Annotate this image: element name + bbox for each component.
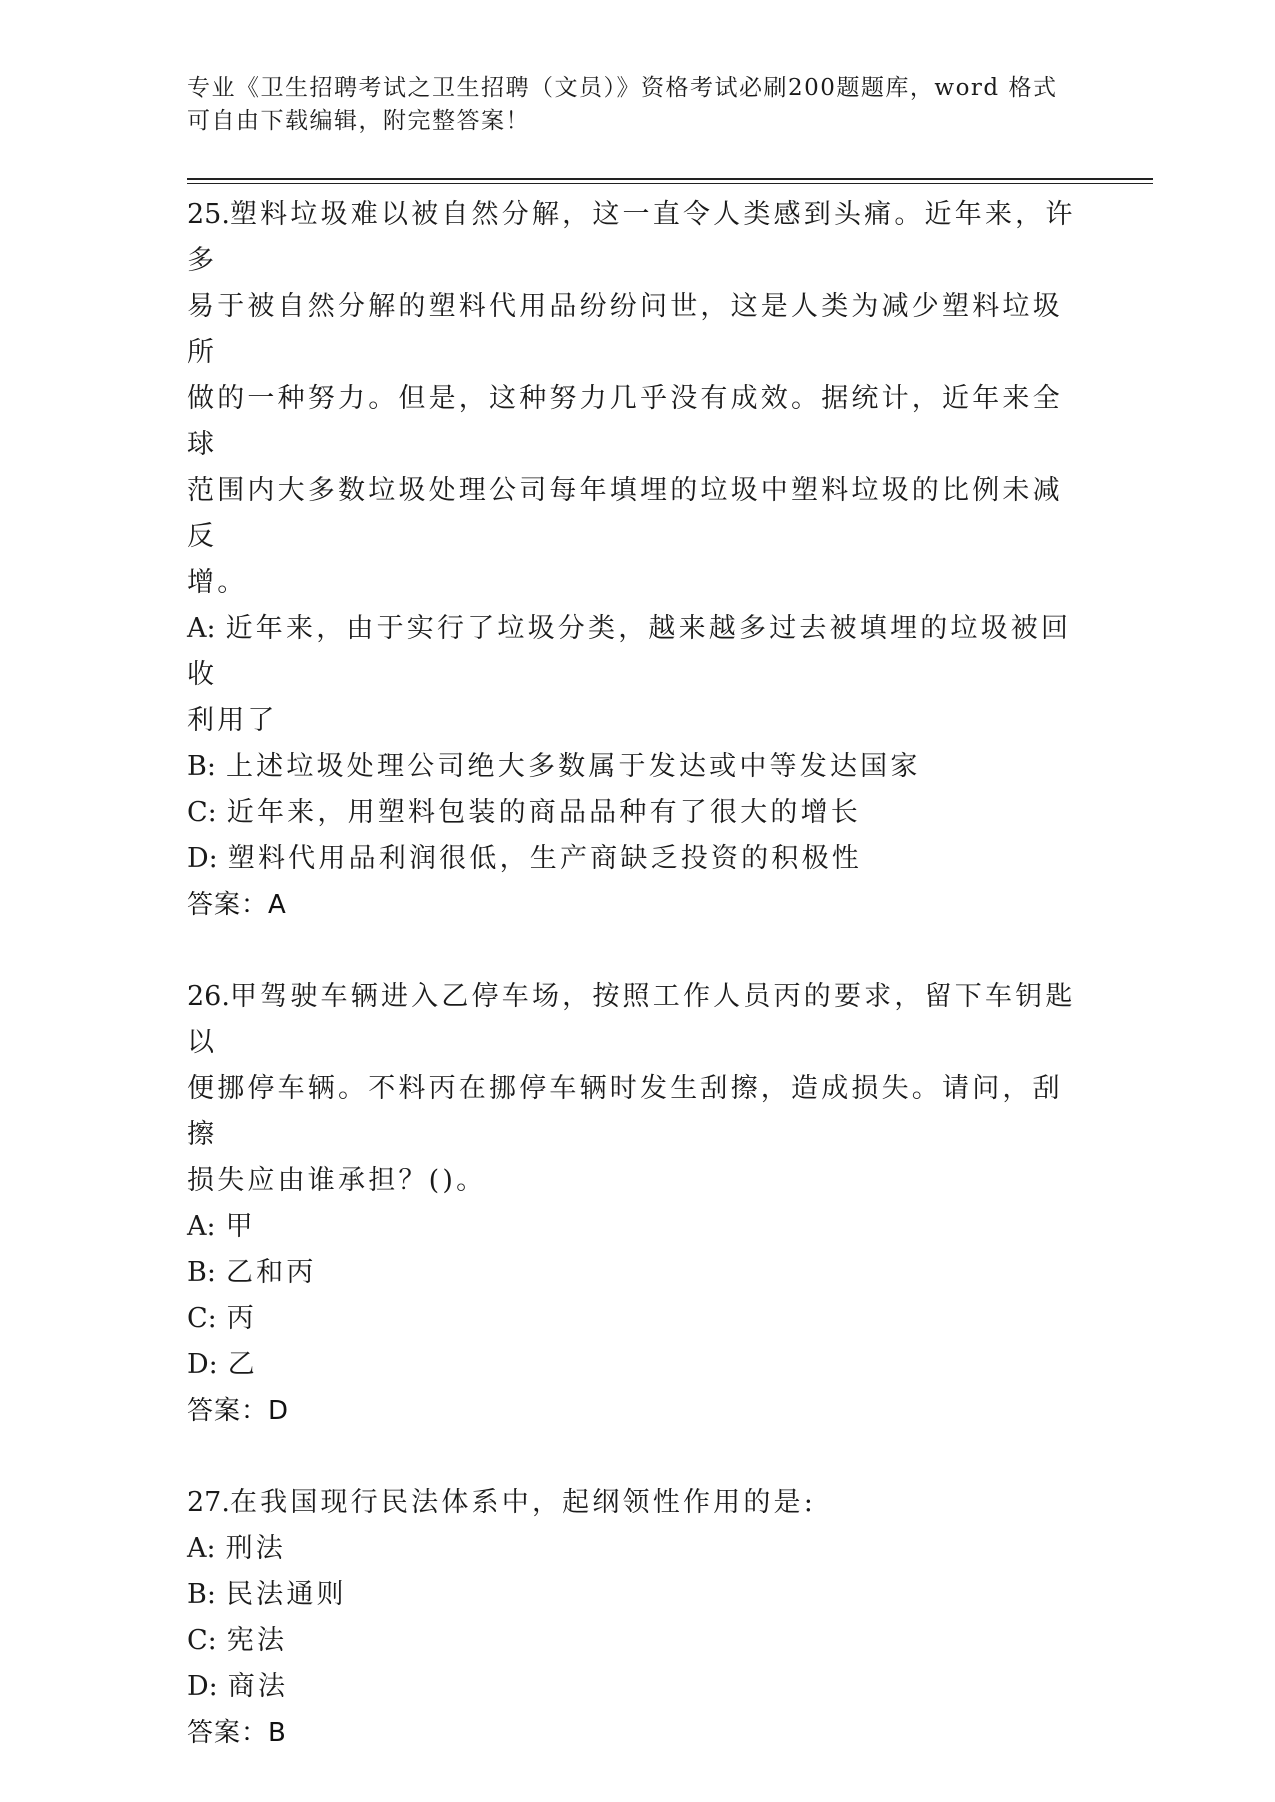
option-d	[187, 1342, 1087, 1388]
header-divider-thin	[187, 183, 1153, 184]
question-stem-text: 塑料垃圾难以被自然分解，这一直令人类感到头痛。近年来，许多	[187, 199, 1076, 276]
option-text: 近年来，用塑料包装的商品品种有了很大的增长	[226, 797, 861, 828]
option-letter: D	[187, 843, 209, 874]
question-stem-line	[187, 560, 1087, 606]
option-separator: :	[207, 797, 217, 828]
answer-line: 答案：A	[187, 890, 287, 920]
option-text: 乙	[227, 1349, 258, 1380]
option-separator: :	[208, 1671, 218, 1702]
option-letter: C	[187, 1625, 208, 1656]
option-separator: :	[206, 1211, 216, 1242]
option-letter: A	[187, 613, 207, 644]
option-separator: :	[206, 1579, 216, 1610]
option-letter: D	[187, 1349, 209, 1380]
option-letter: A	[187, 1211, 207, 1242]
question-stem-line	[187, 468, 1087, 560]
option-letter: A	[187, 1533, 207, 1564]
option-a	[187, 698, 1087, 744]
option-separator: :	[208, 843, 218, 874]
option-text: 民法通则	[225, 1579, 347, 1610]
option-separator: :	[206, 1533, 216, 1564]
option-d	[187, 836, 1087, 882]
option-letter: B	[187, 751, 207, 782]
option-separator: :	[206, 751, 216, 782]
question-stem-text: 甲驾驶车辆进入乙停车场，按照工作人员丙的要求，留下车钥匙以	[187, 981, 1076, 1058]
option-letter: D	[187, 1671, 209, 1702]
option-a	[187, 1526, 1087, 1572]
question-2	[187, 974, 1087, 1434]
option-text: 商法	[227, 1671, 289, 1702]
question-stem-text: 便挪停车辆。不料丙在挪停车辆时发生刮擦，造成损失。请问，刮擦	[187, 1073, 1063, 1150]
question-number: 25.	[187, 199, 230, 230]
document-header	[187, 72, 1087, 138]
option-b	[187, 1250, 1087, 1296]
option-c	[187, 1296, 1087, 1342]
option-a	[187, 1204, 1087, 1250]
question-stem-line	[187, 974, 1087, 1066]
option-separator: :	[207, 1303, 217, 1334]
option-separator: :	[206, 1257, 216, 1288]
question-stem-line	[187, 1066, 1087, 1158]
option-b	[187, 1572, 1087, 1618]
question-list	[187, 192, 1087, 1802]
option-c	[187, 790, 1087, 836]
option-text: 刑法	[225, 1533, 287, 1564]
question-1	[187, 192, 1087, 928]
option-a	[187, 606, 1087, 698]
header-line-2: 可自由下载编辑，附完整答案！	[187, 108, 530, 134]
option-letter: C	[187, 1303, 208, 1334]
option-separator: :	[207, 1625, 217, 1656]
question-stem-text: 易于被自然分解的塑料代用品纷纷问世，这是人类为减少塑料垃圾所	[187, 291, 1063, 368]
option-text: 宪法	[226, 1625, 288, 1656]
answer-line: 答案：D	[187, 1396, 290, 1426]
question-stem-line	[187, 284, 1087, 376]
option-separator: :	[206, 613, 216, 644]
question-stem-line	[187, 192, 1087, 284]
question-number: 26.	[187, 981, 230, 1012]
question-stem-text: 在我国现行民法体系中，起纲领性作用的是:	[229, 1487, 817, 1518]
header-divider-thick	[187, 178, 1153, 180]
question-stem-line	[187, 1158, 1087, 1204]
option-text: 塑料代用品利润很低，生产商缺乏投资的积极性	[227, 843, 862, 874]
option-letter: B	[187, 1579, 207, 1610]
question-stem-line	[187, 1480, 1087, 1526]
question-3	[187, 1480, 1087, 1756]
question-stem-text: 增。	[187, 567, 248, 598]
question-stem-text: 损失应由谁承担？()。	[187, 1165, 487, 1196]
option-text: 丙	[226, 1303, 257, 1334]
option-text: 近年来，由于实行了垃圾分类，越来越多过去被填埋的垃圾被回收	[187, 613, 1072, 690]
option-letter: B	[187, 1257, 207, 1288]
option-c	[187, 1618, 1087, 1664]
option-d	[187, 1664, 1087, 1710]
option-text: 乙和丙	[225, 1257, 317, 1288]
option-b	[187, 744, 1087, 790]
question-number: 27.	[187, 1487, 230, 1518]
option-letter: C	[187, 797, 208, 828]
option-separator: :	[208, 1349, 218, 1380]
answer-line: 答案：B	[187, 1718, 287, 1748]
option-text: 上述垃圾处理公司绝大多数属于发达或中等发达国家	[225, 751, 921, 782]
header-line-1: 专业《卫生招聘考试之卫生招聘（文员）》资格考试必刷200题题库，word 格式	[187, 75, 1058, 101]
question-stem-text: 范围内大多数垃圾处理公司每年填埋的垃圾中塑料垃圾的比例未减反	[187, 475, 1063, 552]
option-text: 利用了	[187, 705, 278, 736]
question-stem-line	[187, 376, 1087, 468]
question-stem-text: 做的一种努力。但是，这种努力几乎没有成效。据统计，近年来全球	[187, 383, 1063, 460]
option-text: 甲	[225, 1211, 256, 1242]
